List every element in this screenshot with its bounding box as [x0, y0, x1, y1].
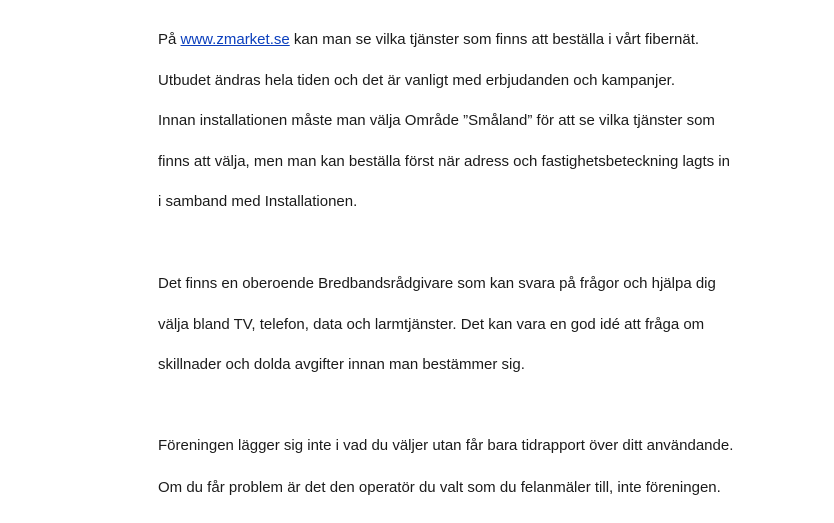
text-segment: kan man se vilka tjänster som finns att beställa i vårt fibernät.	[289, 31, 700, 48]
paragraph-2-line-3: skillnader och dolda avgifter innan man bestämmer sig.	[158, 356, 525, 373]
paragraph-1-line-1	[158, 30, 699, 50]
zmarket-link[interactable]: www.zmarket.se	[180, 31, 290, 48]
paragraph-1-line-3: Innan installationen måste man välja Område ”Småland” för att se vilka tjänster som	[158, 112, 715, 129]
paragraph-2-line-2: välja bland TV, telefon, data och larmtjänster. Det kan vara en god idé att fråga om	[158, 316, 705, 333]
text-segment: På	[158, 31, 181, 48]
paragraph-2-line-1: Det finns en oberoende Bredbandsrådgivare som kan svara på frågor och hjälpa dig	[158, 275, 716, 292]
paragraph-1-line-5: i samband med Installationen.	[158, 193, 358, 210]
paragraph-1-line-4: finns att välja, men man kan beställa först när adress och fastighetsbeteckning lagts in	[158, 153, 730, 170]
paragraph-3-line-1: Föreningen lägger sig inte i vad du väljer utan får bara tidrapport över ditt användande.	[158, 437, 734, 454]
paragraph-3-line-2: Om du får problem är det den operatör du valt som du felanmäler till, inte föreningen.	[158, 479, 721, 496]
paragraph-1-line-2: Utbudet ändras hela tiden och det är vanligt med erbjudanden och kampanjer.	[158, 72, 676, 89]
